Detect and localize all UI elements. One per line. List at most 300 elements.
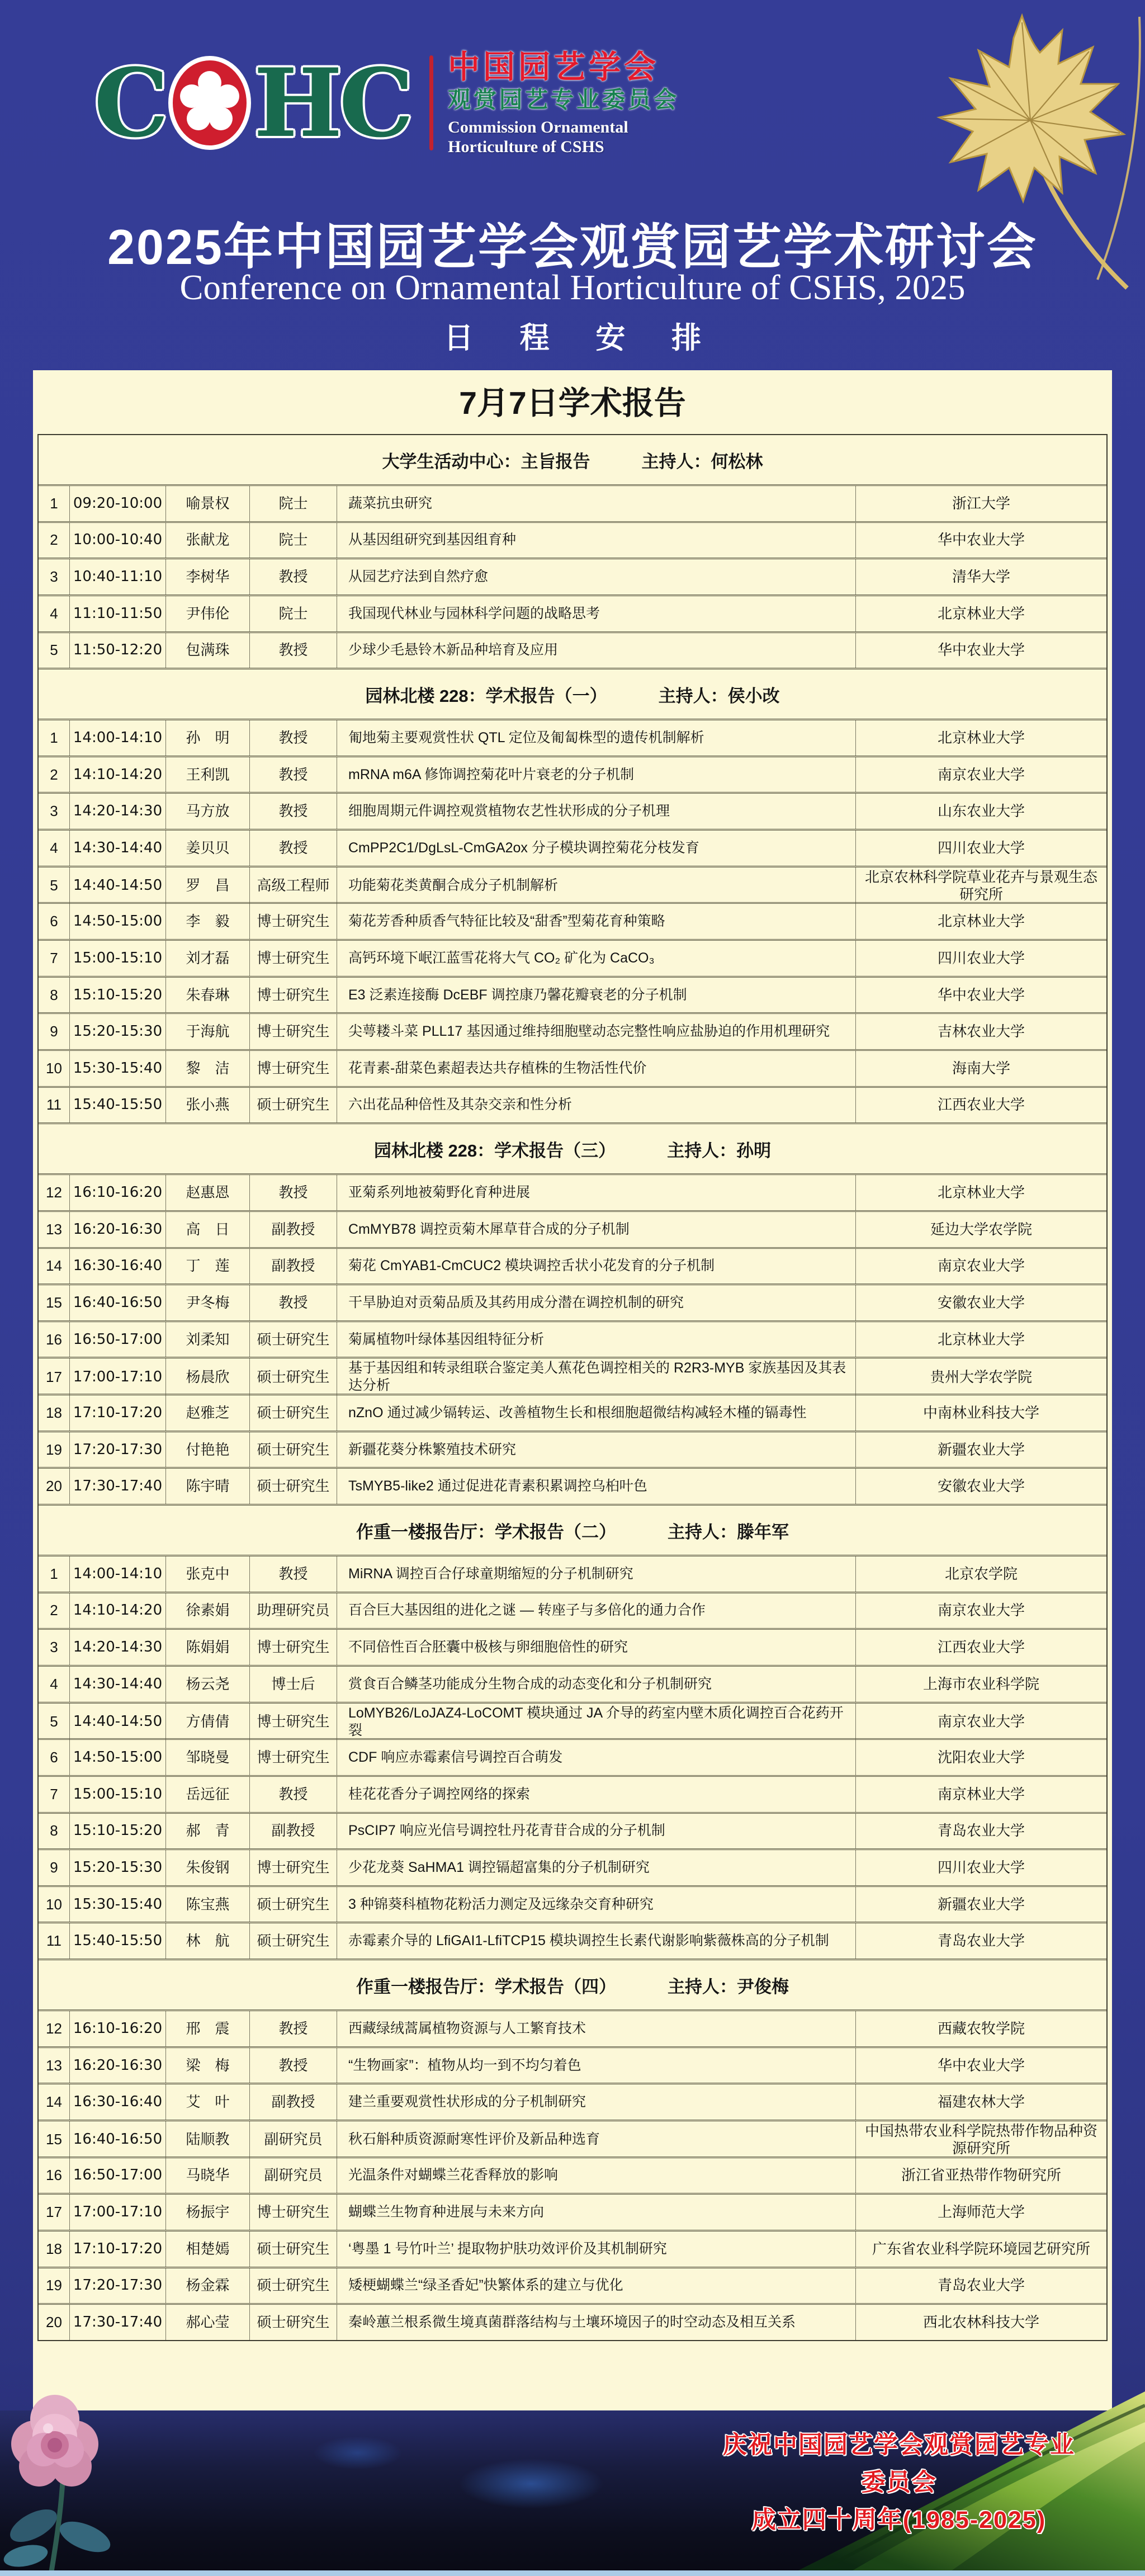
talk-row: [39, 1775, 1106, 1812]
cell-title: 西藏绿绒蒿属植物资源与人工繁育技术: [337, 2011, 856, 2046]
talk-row: [39, 1086, 1106, 1123]
cell-speaker: 刘才磊: [166, 941, 250, 976]
society-name-cn: 中国园艺学会: [448, 49, 660, 85]
cell-speaker: 喻景权: [166, 486, 250, 521]
cell-org: 四川农业大学: [937, 839, 1025, 856]
cell-title: CmMYB78 调控贡菊木犀草苷合成的分子机制: [337, 1212, 856, 1247]
talk-row: [39, 1357, 1106, 1394]
cell-org: 青岛农业大学: [937, 2277, 1025, 2294]
talk-row: [39, 2083, 1106, 2120]
cell-no: 3: [39, 559, 70, 595]
cell-rank: 副教授: [250, 1212, 337, 1247]
cell-time: 16:20-16:30: [70, 2048, 166, 2083]
cell-speaker: 岳远征: [166, 1777, 250, 1812]
talk-row: [39, 1049, 1106, 1086]
session-venue: 作重一楼报告厅：学术报告（四）: [356, 1976, 616, 1997]
cell-title: 从基因组研究到基因组育种: [337, 523, 856, 558]
cell-org: 西北农林科技大学: [922, 2314, 1039, 2330]
cell-no: 5: [39, 633, 70, 668]
cell-time: 17:30-17:40: [70, 1469, 166, 1504]
cell-org: 南京农业大学: [937, 1713, 1025, 1730]
cell-time: 11:10-11:50: [70, 596, 166, 631]
cell-no: 5: [39, 1704, 70, 1740]
cell-rank: 教授: [250, 794, 337, 829]
cell-time: 14:10-14:20: [70, 757, 166, 792]
cell-org: 浙江省亚热带作物研究所: [901, 2167, 1061, 2184]
cell-speaker: 尹伟伦: [166, 596, 250, 631]
cell-org: 沈阳农业大学: [937, 1749, 1025, 1766]
cell-no: 4: [39, 1667, 70, 1702]
cell-speaker: 朱俊钢: [166, 1850, 250, 1885]
day-title: 7月7日学术报告: [459, 385, 686, 421]
cell-rank: 硕士研究生: [250, 1923, 337, 1959]
cell-rank: 副教授: [250, 2084, 337, 2120]
cell-rank: 硕士研究生: [250, 2305, 337, 2340]
cell-rank: 副教授: [250, 1814, 337, 1849]
page-title: 2025年中国园艺学会观赏园艺学术研讨会: [107, 219, 1038, 275]
cell-no: 10: [39, 1051, 70, 1086]
talk-row: [39, 2303, 1106, 2340]
talk-row: [39, 486, 1106, 521]
cell-title: 秦岭蕙兰根系微生境真菌群落结构与土壤环境因子的时空动态及相互关系: [337, 2305, 856, 2340]
talk-row: [39, 1665, 1106, 1702]
talk-row: [39, 631, 1106, 668]
cell-speaker: 方倩倩: [166, 1704, 250, 1740]
cell-speaker: 相楚嫣: [166, 2231, 250, 2267]
cell-speaker: 朱春琳: [166, 978, 250, 1013]
anniversary-congrats-line1: 庆祝中国园艺学会观赏园艺专业委员会: [723, 2432, 1075, 2496]
session-venue: 大学生活动中心：主旨报告: [382, 451, 590, 471]
cell-title: 我国现代林业与园林科学问题的战略思考: [337, 596, 856, 631]
cell-org: 安徽农业大学: [937, 1478, 1025, 1495]
cell-title: CDF 响应赤霉素信号调控百合萌发: [337, 1740, 856, 1775]
session-header: [39, 1122, 1106, 1175]
cell-org: 南京农业大学: [937, 1602, 1025, 1619]
cell-no: 2: [39, 1593, 70, 1629]
cohc-o-blossom-icon: [168, 56, 252, 150]
talk-row: [39, 1812, 1106, 1849]
cell-time: 16:30-16:40: [70, 1249, 166, 1284]
cell-speaker: 杨云尧: [166, 1667, 250, 1702]
session-chair: 主持人：何松林: [641, 451, 763, 471]
cell-no: 4: [39, 831, 70, 866]
cell-time: 14:00-14:10: [70, 720, 166, 756]
cell-time: 17:10-17:20: [70, 2231, 166, 2267]
cell-time: 15:40-15:50: [70, 1923, 166, 1959]
session-venue: 园林北楼 228：学术报告（一）: [365, 686, 607, 706]
cell-time: 17:00-17:10: [70, 2195, 166, 2230]
cell-speaker: 姜贝贝: [166, 831, 250, 866]
cell-org: 北京林业大学: [937, 913, 1025, 930]
cell-org: 上海市农业科学院: [922, 1675, 1039, 1692]
cell-time: 14:40-14:50: [70, 867, 166, 904]
cell-time: 14:30-14:40: [70, 831, 166, 866]
cell-rank: 院士: [250, 523, 337, 558]
cell-org: 中南林业科技大学: [922, 1404, 1039, 1421]
cell-time: 15:30-15:40: [70, 1887, 166, 1922]
cell-no: 13: [39, 1212, 70, 1247]
cell-rank: 教授: [250, 1777, 337, 1812]
cell-org: 青岛农业大学: [937, 1932, 1025, 1950]
cell-time: 15:20-15:30: [70, 1014, 166, 1049]
cell-title: 3 种锦葵科植物花粉活力测定及远缘杂交育种研究: [337, 1887, 856, 1922]
cell-speaker: 黎 洁: [166, 1051, 250, 1086]
talk-row: [39, 2230, 1106, 2267]
cell-title: 匍地菊主要观赏性状 QTL 定位及匍匐株型的遗传机制解析: [337, 720, 856, 756]
talk-row: [39, 1467, 1106, 1504]
cell-rank: 博士研究生: [250, 1014, 337, 1049]
cell-rank: 教授: [250, 720, 337, 756]
cell-no: 6: [39, 1740, 70, 1775]
talk-row: [39, 1556, 1106, 1592]
cell-org: 江西农业大学: [937, 1639, 1025, 1656]
cell-no: 20: [39, 2305, 70, 2340]
talk-row: [39, 1702, 1106, 1739]
cell-org: 海南大学: [952, 1059, 1010, 1077]
cell-no: 2: [39, 757, 70, 792]
cell-time: 10:00-10:40: [70, 523, 166, 558]
cell-title: 六出花品种倍性及其杂交亲和性分析: [337, 1088, 856, 1123]
cell-time: 17:10-17:20: [70, 1395, 166, 1431]
cell-no: 3: [39, 1630, 70, 1665]
cell-no: 14: [39, 1249, 70, 1284]
cell-title: 花青素-甜菜色素超表达共存植株的生物活性代价: [337, 1051, 856, 1086]
session-chair: 主持人：孙明: [667, 1140, 772, 1160]
cell-rank: 教授: [250, 831, 337, 866]
cell-no: 12: [39, 1175, 70, 1210]
cell-title: TsMYB5-like2 通过促进花青素积累调控乌桕叶色: [337, 1469, 856, 1504]
talk-row: [39, 2157, 1106, 2193]
cell-no: 11: [39, 1088, 70, 1123]
cohc-logo: [94, 48, 411, 158]
talk-row: [39, 902, 1106, 939]
cell-rank: 院士: [250, 486, 337, 521]
session-venue: 作重一楼报告厅：学术报告（二）: [356, 1522, 616, 1542]
cell-org: 延边大学农学院: [930, 1220, 1032, 1238]
cell-rank: 博士后: [250, 1667, 337, 1702]
cell-speaker: 林 航: [166, 1923, 250, 1959]
cell-rank: 硕士研究生: [250, 1887, 337, 1922]
cell-time: 16:40-16:50: [70, 1285, 166, 1320]
cell-rank: 硕士研究生: [250, 2231, 337, 2267]
cell-no: 2: [39, 523, 70, 558]
cell-time: 14:40-14:50: [70, 1704, 166, 1740]
talk-row: [39, 2046, 1106, 2083]
cell-rank: 教授: [250, 1556, 337, 1592]
cell-org: 北京林业大学: [937, 729, 1025, 747]
cell-speaker: 包满珠: [166, 633, 250, 668]
cell-title: 蝴蝶兰生物育种进展与未来方向: [337, 2195, 856, 2230]
cell-no: 15: [39, 2121, 70, 2158]
cell-time: 15:30-15:40: [70, 1051, 166, 1086]
cell-title: 菊属植物叶绿体基因组特征分析: [337, 1322, 856, 1357]
cell-org: 四川农业大学: [937, 1858, 1025, 1876]
cell-time: 15:10-15:20: [70, 1814, 166, 1849]
cell-time: 17:30-17:40: [70, 2305, 166, 2340]
committee-name-cn: 观赏园艺专业委员会: [448, 87, 680, 112]
cell-title: 少球少毛悬铃木新品种培育及应用: [337, 633, 856, 668]
cell-title: mRNA m6A 修饰调控菊花叶片衰老的分子机制: [337, 757, 856, 792]
cell-speaker: 刘柔知: [166, 1322, 250, 1357]
cell-title: 菊花 CmYAB1-CmCUC2 模块调控舌状小花发育的分子机制: [337, 1249, 856, 1284]
cell-speaker: 王利凯: [166, 757, 250, 792]
cell-time: 15:40-15:50: [70, 1088, 166, 1123]
cell-time: 16:40-16:50: [70, 2121, 166, 2158]
talk-row: [39, 1885, 1106, 1922]
cell-title: PsCIP7 响应光信号调控牡丹花青苷合成的分子机制: [337, 1814, 856, 1849]
cell-speaker: 张小燕: [166, 1088, 250, 1123]
cell-title: 赏食百合鳞茎功能成分生物合成的动态变化和分子机制研究: [337, 1667, 856, 1702]
bottom-strip: [0, 2570, 1145, 2576]
cell-speaker: 付艳艳: [166, 1432, 250, 1468]
committee-name-en: [448, 117, 679, 157]
cell-org: 上海师范大学: [937, 2204, 1025, 2221]
cell-org: 山东农业大学: [937, 803, 1025, 820]
cell-rank: 博士研究生: [250, 1630, 337, 1665]
cell-org: 福建农林大学: [937, 2093, 1025, 2111]
cell-rank: 博士研究生: [250, 1850, 337, 1885]
cell-time: 17:20-17:30: [70, 1432, 166, 1468]
cell-speaker: 高 日: [166, 1212, 250, 1247]
talk-row: [39, 1848, 1106, 1885]
page-title-en: Conference on Ornamental Horticulture of CSHS, 2025: [179, 268, 966, 307]
cell-speaker: 赵惠恩: [166, 1175, 250, 1210]
cell-time: 11:50-12:20: [70, 633, 166, 668]
talk-row: [39, 2120, 1106, 2157]
cell-rank: 教授: [250, 633, 337, 668]
cell-rank: 副教授: [250, 1249, 337, 1284]
anniversary-congrats: [715, 2427, 1084, 2539]
cell-rank: 博士研究生: [250, 978, 337, 1013]
schedule-label: 日 程 安 排: [443, 322, 721, 355]
cell-org: 南京林业大学: [937, 1785, 1025, 1803]
cell-rank: 硕士研究生: [250, 1088, 337, 1123]
cell-rank: 博士研究生: [250, 1051, 337, 1086]
session-chair: 主持人：尹俊梅: [668, 1976, 789, 1997]
cell-speaker: 梁 梅: [166, 2048, 250, 2083]
cell-title: 秋石斛种质资源耐寒性评价及新品种选育: [337, 2121, 856, 2158]
cell-rank: 硕士研究生: [250, 1358, 337, 1395]
cell-rank: 硕士研究生: [250, 1432, 337, 1468]
cell-org: 青岛农业大学: [937, 1822, 1025, 1839]
cell-org: 新疆农业大学: [937, 1895, 1025, 1913]
cell-rank: 教授: [250, 1285, 337, 1320]
session-header: [39, 1504, 1106, 1556]
talk-row: [39, 1394, 1106, 1431]
talk-row: [39, 976, 1106, 1013]
talk-row: [39, 1284, 1106, 1320]
cell-no: 11: [39, 1923, 70, 1959]
cell-speaker: 徐素娟: [166, 1593, 250, 1629]
cell-speaker: 陈宝燕: [166, 1887, 250, 1922]
cell-rank: 博士研究生: [250, 904, 337, 939]
session-venue: 园林北楼 228：学术报告（三）: [373, 1140, 616, 1160]
cell-org: 北京农学院: [944, 1565, 1018, 1582]
cell-rank: 博士研究生: [250, 1740, 337, 1775]
cell-time: 14:00-14:10: [70, 1556, 166, 1592]
cell-title: 不同倍性百合胚囊中极核与卵细胞倍性的研究: [337, 1630, 856, 1665]
cell-speaker: 邹晓曼: [166, 1740, 250, 1775]
cell-no: 20: [39, 1469, 70, 1504]
cell-title: 亚菊系列地被菊野化育种进展: [337, 1175, 856, 1210]
blue-glow-decoration: [313, 2436, 403, 2470]
cell-org: 华中农业大学: [937, 531, 1025, 549]
cell-no: 8: [39, 1814, 70, 1849]
cell-speaker: 陈娟娟: [166, 1630, 250, 1665]
talk-row: [39, 1012, 1106, 1049]
cell-speaker: 李 毅: [166, 904, 250, 939]
cell-speaker: 杨晨欣: [166, 1358, 250, 1395]
cell-org: 北京农林科学院草业花卉与景观生态研究所: [864, 868, 1097, 903]
cell-speaker: 赵雅芝: [166, 1395, 250, 1431]
cell-org: 江西农业大学: [937, 1096, 1025, 1114]
talk-row: [39, 1247, 1106, 1284]
cell-title: 从园艺疗法到自然疗愈: [337, 559, 856, 595]
cell-speaker: 艾 叶: [166, 2084, 250, 2120]
cell-no: 8: [39, 978, 70, 1013]
cell-no: 12: [39, 2011, 70, 2046]
cell-title: 新疆花葵分株繁殖技术研究: [337, 1432, 856, 1468]
cell-speaker: 杨振宇: [166, 2195, 250, 2230]
talk-row: [39, 1592, 1106, 1629]
cell-title: 菊花芳香种质香气特征比较及“甜香”型菊花育种策略: [337, 904, 856, 939]
cell-title: 细胞周期元件调控观赏植物农艺性状形成的分子机理: [337, 794, 856, 829]
cell-no: 6: [39, 904, 70, 939]
cell-org: 华中农业大学: [937, 641, 1025, 659]
cell-no: 7: [39, 1777, 70, 1812]
cell-speaker: 于海航: [166, 1014, 250, 1049]
cell-time: 14:50-15:00: [70, 1740, 166, 1775]
talk-row: [39, 558, 1106, 595]
cell-org: 南京农业大学: [937, 1257, 1025, 1275]
cell-speaker: 陈宇晴: [166, 1469, 250, 1504]
cell-org: 广东省农业科学院环境园艺研究所: [872, 2240, 1090, 2257]
cell-title: CmPP2C1/DgLsL-CmGA2ox 分子模块调控菊花分枝发育: [337, 831, 856, 866]
talk-row: [39, 829, 1106, 866]
cell-no: 16: [39, 2158, 70, 2193]
cell-rank: 硕士研究生: [250, 1322, 337, 1357]
committee-name-en-line2: Horticulture of CSHS: [448, 138, 604, 156]
session-chair: 主持人：滕年军: [668, 1522, 789, 1542]
talk-row: [39, 1738, 1106, 1775]
cell-time: 14:10-14:20: [70, 1593, 166, 1629]
cell-title: 少花龙葵 SaHMA1 调控镉超富集的分子机制研究: [337, 1850, 856, 1885]
talk-row: [39, 792, 1106, 829]
cell-title: 建兰重要观赏性状形成的分子机制研究: [337, 2084, 856, 2120]
cell-rank: 硕士研究生: [250, 1469, 337, 1504]
cell-title: 光温条件对蝴蝶兰花香释放的影响: [337, 2158, 856, 2193]
cell-time: 15:20-15:30: [70, 1850, 166, 1885]
cell-speaker: 尹冬梅: [166, 1285, 250, 1320]
cell-speaker: 罗 昌: [166, 867, 250, 904]
cell-no: 13: [39, 2048, 70, 2083]
cell-speaker: 陆顺教: [166, 2121, 250, 2158]
cell-no: 9: [39, 1850, 70, 1885]
cell-time: 16:50-17:00: [70, 1322, 166, 1357]
cell-time: 14:30-14:40: [70, 1667, 166, 1702]
cell-time: 10:40-11:10: [70, 559, 166, 595]
cell-rank: 教授: [250, 559, 337, 595]
cell-title: “生物画家”：植物从均一到不均匀着色: [337, 2048, 856, 2083]
cell-no: 1: [39, 486, 70, 521]
schedule-grid: [37, 434, 1108, 2341]
cell-title: 赤霉素介导的 LfiGAI1-LfiTCP15 模块调控生长素代谢影响紫薇株高的分子机制: [337, 1923, 856, 1959]
cell-rank: 教授: [250, 1175, 337, 1210]
cell-time: 15:10-15:20: [70, 978, 166, 1013]
cell-time: 16:50-17:00: [70, 2158, 166, 2193]
cell-speaker: 马方放: [166, 794, 250, 829]
cell-org: 新疆农业大学: [937, 1441, 1025, 1458]
cell-speaker: 邢 震: [166, 2011, 250, 2046]
cell-title: 干旱胁迫对贡菊品质及其药用成分潜在调控机制的研究: [337, 1285, 856, 1320]
cell-time: 14:20-14:30: [70, 1630, 166, 1665]
cell-title: 蔬菜抗虫研究: [337, 486, 856, 521]
cell-title: 矮梗蝴蝶兰“绿圣香妃”快繁体系的建立与优化: [337, 2268, 856, 2304]
cell-time: 14:20-14:30: [70, 794, 166, 829]
cell-speaker: 马晓华: [166, 2158, 250, 2193]
cell-rank: 高级工程师: [250, 867, 337, 904]
cell-title: E3 泛素连接酶 DcEBF 调控康乃馨花瓣衰老的分子机制: [337, 978, 856, 1013]
cell-title: 百合巨大基因组的进化之谜 — 转座子与多倍化的通力合作: [337, 1593, 856, 1629]
cell-rank: 硕士研究生: [250, 1395, 337, 1431]
cell-no: 15: [39, 1285, 70, 1320]
cell-no: 17: [39, 2195, 70, 2230]
brand-header: [94, 49, 679, 157]
talk-row: [39, 756, 1106, 792]
schedule-sheet: [33, 370, 1112, 2423]
talk-row: [39, 720, 1106, 756]
session-header: [39, 435, 1106, 486]
cell-rank: 硕士研究生: [250, 2268, 337, 2304]
cell-no: 9: [39, 1014, 70, 1049]
cell-no: 1: [39, 720, 70, 756]
cell-rank: 副研究员: [250, 2121, 337, 2158]
talk-row: [39, 1210, 1106, 1247]
cell-time: 09:20-10:00: [70, 486, 166, 521]
cell-no: 3: [39, 794, 70, 829]
cell-rank: 教授: [250, 2048, 337, 2083]
session-chair: 主持人：侯小改: [658, 686, 780, 706]
talk-row: [39, 1628, 1106, 1665]
cell-org: 华中农业大学: [937, 2056, 1025, 2074]
talk-row: [39, 1320, 1106, 1357]
cell-title: MiRNA 调控百合仔球童期缩短的分子机制研究: [337, 1556, 856, 1592]
cell-org: 北京林业大学: [937, 1331, 1025, 1348]
cohc-letter-c: C: [94, 48, 165, 158]
cell-org: 西藏农牧学院: [937, 2020, 1025, 2037]
cell-time: 15:00-15:10: [70, 941, 166, 976]
cell-org: 清华大学: [952, 568, 1010, 586]
talk-row: [39, 939, 1106, 976]
cell-title: 桂花花香分子调控网络的探索: [337, 1777, 856, 1812]
cell-speaker: 杨金霖: [166, 2268, 250, 2304]
cell-time: 17:20-17:30: [70, 2268, 166, 2304]
committee-name-en-line1: Commission Ornamental: [448, 118, 628, 136]
cell-rank: 教授: [250, 757, 337, 792]
cell-rank: 教授: [250, 2011, 337, 2046]
cell-no: 18: [39, 2231, 70, 2267]
cell-rank: 博士研究生: [250, 2195, 337, 2230]
cell-time: 14:50-15:00: [70, 904, 166, 939]
cell-title: 功能菊花类黄酮合成分子机制解析: [337, 867, 856, 904]
cell-no: 10: [39, 1887, 70, 1922]
cell-org: 浙江大学: [952, 494, 1010, 512]
cell-title: LoMYB26/LoJAZ4-LoCOMT 模块通过 JA 介导的药室内壁木质化调控百合花药开裂: [337, 1704, 856, 1740]
talk-row: [39, 2267, 1106, 2304]
cell-no: 18: [39, 1395, 70, 1431]
cell-speaker: 丁 莲: [166, 1249, 250, 1284]
cell-rank: 助理研究员: [250, 1593, 337, 1629]
